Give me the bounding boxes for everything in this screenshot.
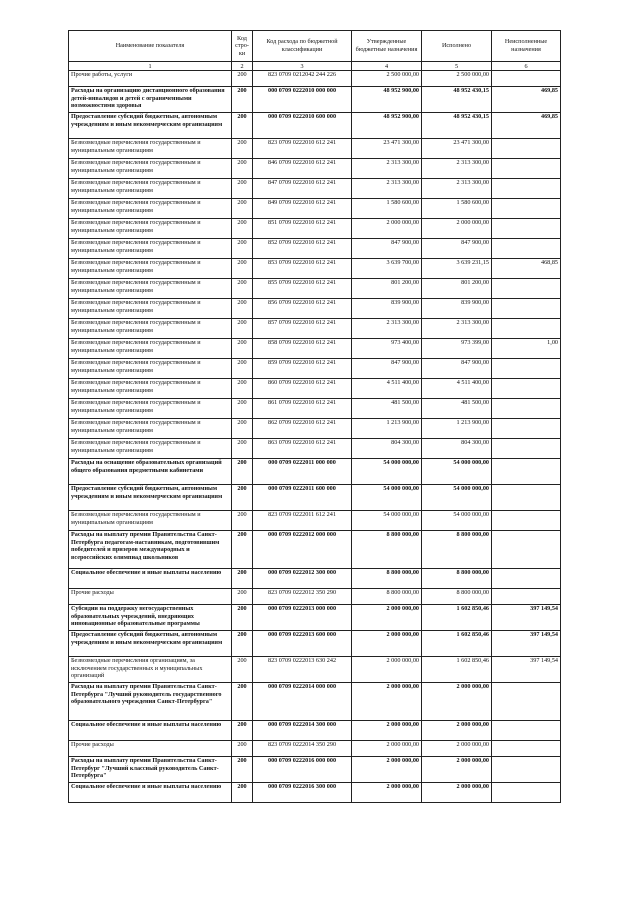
- cell-expense-code: 823 0709 0222012 350 290: [253, 589, 352, 605]
- header-expense-code: Код расхода по бюджетной классификации: [253, 31, 352, 62]
- cell-expense-code: 862 0709 0222010 612 241: [253, 419, 352, 439]
- cell-expense-code: 000 0709 0222010 600 000: [253, 113, 352, 139]
- cell-expense-code: 849 0709 0222010 612 241: [253, 199, 352, 219]
- cell-approved: 2 313 300,00: [352, 159, 422, 179]
- cell-unexecuted: [492, 71, 561, 87]
- cell-executed: 2 000 000,00: [422, 741, 492, 757]
- cell-line-code: 200: [232, 631, 253, 657]
- cell-indicator-name: Безвозмездные перечисления государственным и муниципальным организациям: [69, 139, 232, 159]
- cell-line-code: 200: [232, 359, 253, 379]
- cell-expense-code: 857 0709 0222010 612 241: [253, 319, 352, 339]
- cell-approved: 2 000 000,00: [352, 605, 422, 631]
- cell-unexecuted: 397 149,54: [492, 605, 561, 631]
- cell-executed: 48 952 430,15: [422, 87, 492, 113]
- table-row: [69, 379, 561, 399]
- cell-approved: 847 900,00: [352, 359, 422, 379]
- table-row: [69, 87, 561, 113]
- cell-line-code: 200: [232, 379, 253, 399]
- cell-indicator-name: Расходы на выплату премии Правительства Санкт-Петербург "Лучший классный руководитель Санкт-Петербурга": [69, 757, 232, 783]
- cell-indicator-name: Субсидии на поддержку негосударственных образовательных учреждений, внедряющих инновационные образовательные программы: [69, 605, 232, 631]
- cell-indicator-name: Безвозмездные перечисления государственным и муниципальным организациям: [69, 339, 232, 359]
- cell-executed: 8 800 000,00: [422, 531, 492, 569]
- cell-approved: 2 000 000,00: [352, 683, 422, 721]
- cell-executed: 2 000 000,00: [422, 219, 492, 239]
- cell-approved: 2 000 000,00: [352, 721, 422, 741]
- table-row: [69, 179, 561, 199]
- cell-executed: 2 313 300,00: [422, 179, 492, 199]
- cell-executed: 481 500,00: [422, 399, 492, 419]
- cell-executed: 54 000 000,00: [422, 459, 492, 485]
- cell-indicator-name: Прочие расходы: [69, 589, 232, 605]
- table-row: [69, 113, 561, 139]
- cell-expense-code: 859 0709 0222010 612 241: [253, 359, 352, 379]
- cell-expense-code: 858 0709 0222010 612 241: [253, 339, 352, 359]
- table-row: [69, 219, 561, 239]
- cell-executed: 1 213 900,00: [422, 419, 492, 439]
- cell-approved: 801 200,00: [352, 279, 422, 299]
- cell-approved: 2 000 000,00: [352, 631, 422, 657]
- cell-line-code: 200: [232, 159, 253, 179]
- header-unexecuted: Неисполненные назначения: [492, 31, 561, 62]
- cell-expense-code: 823 0709 0212042 244 226: [253, 71, 352, 87]
- cell-unexecuted: [492, 485, 561, 511]
- table-row: [69, 657, 561, 683]
- cell-line-code: 200: [232, 219, 253, 239]
- cell-line-code: 200: [232, 657, 253, 683]
- cell-approved: 2 000 000,00: [352, 219, 422, 239]
- cell-approved: 48 952 900,00: [352, 87, 422, 113]
- table-row: [69, 279, 561, 299]
- cell-expense-code: 823 0709 0222011 612 241: [253, 511, 352, 531]
- cell-expense-code: 000 0709 0222013 000 000: [253, 605, 352, 631]
- cell-expense-code: 000 0709 0222013 600 000: [253, 631, 352, 657]
- cell-approved: 2 313 300,00: [352, 319, 422, 339]
- cell-executed: 23 471 300,00: [422, 139, 492, 159]
- cell-expense-code: 823 0709 0222010 612 241: [253, 139, 352, 159]
- cell-unexecuted: [492, 319, 561, 339]
- cell-indicator-name: Безвозмездные перечисления организациям, за исключением государственных и муниципальных организаций: [69, 657, 232, 683]
- cell-unexecuted: 469,85: [492, 87, 561, 113]
- cell-indicator-name: Безвозмездные перечисления государственным и муниципальным организациям: [69, 279, 232, 299]
- cell-executed: 54 000 000,00: [422, 511, 492, 531]
- table-row: [69, 71, 561, 87]
- cell-approved: 847 900,00: [352, 239, 422, 259]
- cell-executed: 804 300,00: [422, 439, 492, 459]
- cell-approved: 54 000 000,00: [352, 459, 422, 485]
- cell-indicator-name: Безвозмездные перечисления государственным и муниципальным организациям: [69, 511, 232, 531]
- cell-expense-code: 863 0709 0222010 612 241: [253, 439, 352, 459]
- cell-indicator-name: Безвозмездные перечисления государственным и муниципальным организациям: [69, 439, 232, 459]
- cell-indicator-name: Безвозмездные перечисления государственным и муниципальным организациям: [69, 259, 232, 279]
- cell-indicator-name: Социальное обеспечение и иные выплаты населению: [69, 783, 232, 803]
- cell-executed: 4 511 400,00: [422, 379, 492, 399]
- cell-executed: 847 900,00: [422, 239, 492, 259]
- cell-line-code: 200: [232, 113, 253, 139]
- cell-expense-code: 847 0709 0222010 612 241: [253, 179, 352, 199]
- cell-approved: 2 000 000,00: [352, 657, 422, 683]
- table-row: [69, 569, 561, 589]
- cell-unexecuted: [492, 279, 561, 299]
- cell-expense-code: 000 0709 0222012 300 000: [253, 569, 352, 589]
- cell-executed: 54 000 000,00: [422, 485, 492, 511]
- table-row: [69, 459, 561, 485]
- cell-unexecuted: [492, 683, 561, 721]
- cell-line-code: 200: [232, 259, 253, 279]
- cell-line-code: 200: [232, 199, 253, 219]
- cell-unexecuted: [492, 569, 561, 589]
- cell-line-code: 200: [232, 531, 253, 569]
- cell-line-code: 200: [232, 179, 253, 199]
- cell-line-code: 200: [232, 511, 253, 531]
- column-number: 6: [492, 62, 561, 71]
- cell-expense-code: 853 0709 0222010 612 241: [253, 259, 352, 279]
- table-row: [69, 683, 561, 721]
- cell-executed: 2 313 300,00: [422, 319, 492, 339]
- cell-unexecuted: [492, 359, 561, 379]
- cell-unexecuted: [492, 589, 561, 605]
- cell-unexecuted: [492, 511, 561, 531]
- cell-indicator-name: Безвозмездные перечисления государственным и муниципальным организациям: [69, 319, 232, 339]
- table-row: [69, 757, 561, 783]
- cell-executed: 2 000 000,00: [422, 783, 492, 803]
- cell-line-code: 200: [232, 783, 253, 803]
- cell-unexecuted: 397 149,54: [492, 631, 561, 657]
- cell-indicator-name: Безвозмездные перечисления государственным и муниципальным организациям: [69, 219, 232, 239]
- cell-unexecuted: 468,85: [492, 259, 561, 279]
- cell-approved: 973 400,00: [352, 339, 422, 359]
- column-number: 1: [69, 62, 232, 71]
- table-row: [69, 159, 561, 179]
- cell-indicator-name: Безвозмездные перечисления государственным и муниципальным организациям: [69, 399, 232, 419]
- cell-indicator-name: Безвозмездные перечисления государственным и муниципальным организациям: [69, 239, 232, 259]
- cell-indicator-name: Расходы на организацию дистанционного образования детей-инвалидов и детей с ограниченными возможностями здоровья: [69, 87, 232, 113]
- cell-indicator-name: Безвозмездные перечисления государственным и муниципальным организациям: [69, 199, 232, 219]
- cell-line-code: 200: [232, 299, 253, 319]
- cell-unexecuted: [492, 399, 561, 419]
- column-number: 2: [232, 62, 253, 71]
- cell-unexecuted: [492, 419, 561, 439]
- column-number-row: [69, 62, 561, 71]
- cell-line-code: 200: [232, 459, 253, 485]
- column-number: 4: [352, 62, 422, 71]
- cell-line-code: 200: [232, 239, 253, 259]
- table-row: [69, 199, 561, 219]
- cell-expense-code: 823 0709 0222013 630 242: [253, 657, 352, 683]
- cell-indicator-name: Расходы на выплату премии Правительства Санкт-Петербурга "Лучший руководитель государственного образовательного учреждения Санкт-Петербурга": [69, 683, 232, 721]
- cell-executed: 2 500 000,00: [422, 71, 492, 87]
- cell-executed: 2 000 000,00: [422, 683, 492, 721]
- column-number: 3: [253, 62, 352, 71]
- header-name: Наименование показателя: [69, 31, 232, 62]
- cell-executed: 801 200,00: [422, 279, 492, 299]
- table-row: [69, 605, 561, 631]
- cell-executed: 839 900,00: [422, 299, 492, 319]
- cell-line-code: 200: [232, 569, 253, 589]
- cell-unexecuted: [492, 219, 561, 239]
- cell-expense-code: 000 0709 0222011 600 000: [253, 485, 352, 511]
- table-row: [69, 239, 561, 259]
- cell-unexecuted: [492, 721, 561, 741]
- cell-line-code: 200: [232, 399, 253, 419]
- cell-line-code: 200: [232, 485, 253, 511]
- cell-approved: 54 000 000,00: [352, 485, 422, 511]
- cell-indicator-name: Безвозмездные перечисления государственным и муниципальным организациям: [69, 299, 232, 319]
- cell-line-code: 200: [232, 741, 253, 757]
- budget-execution-report: [68, 30, 561, 803]
- cell-unexecuted: [492, 531, 561, 569]
- table-row: [69, 511, 561, 531]
- cell-executed: 48 952 430,15: [422, 113, 492, 139]
- table-row: [69, 631, 561, 657]
- cell-indicator-name: Безвозмездные перечисления государственным и муниципальным организациям: [69, 379, 232, 399]
- cell-executed: 847 900,00: [422, 359, 492, 379]
- header-executed: Исполнено: [422, 31, 492, 62]
- header-approved: Утвержденные бюджетные назначения: [352, 31, 422, 62]
- cell-expense-code: 823 0709 0222014 350 290: [253, 741, 352, 757]
- cell-executed: 8 800 000,00: [422, 569, 492, 589]
- cell-line-code: 200: [232, 683, 253, 721]
- cell-unexecuted: 1,00: [492, 339, 561, 359]
- cell-executed: 1 602 850,46: [422, 605, 492, 631]
- cell-approved: 804 300,00: [352, 439, 422, 459]
- cell-executed: 2 000 000,00: [422, 721, 492, 741]
- cell-executed: 3 639 231,15: [422, 259, 492, 279]
- cell-expense-code: 000 0709 0222016 300 000: [253, 783, 352, 803]
- cell-expense-code: 000 0709 0222016 000 000: [253, 757, 352, 783]
- cell-approved: 839 900,00: [352, 299, 422, 319]
- cell-unexecuted: [492, 439, 561, 459]
- cell-line-code: 200: [232, 279, 253, 299]
- cell-approved: 54 000 000,00: [352, 511, 422, 531]
- cell-approved: 1 580 600,00: [352, 199, 422, 219]
- table-row: [69, 359, 561, 379]
- cell-unexecuted: [492, 179, 561, 199]
- cell-executed: 1 580 600,00: [422, 199, 492, 219]
- cell-approved: 3 639 700,00: [352, 259, 422, 279]
- table-row: [69, 299, 561, 319]
- table-row: [69, 721, 561, 741]
- cell-indicator-name: Безвозмездные перечисления государственным и муниципальным организациям: [69, 179, 232, 199]
- cell-indicator-name: Прочие расходы: [69, 741, 232, 757]
- table-row: [69, 783, 561, 803]
- cell-expense-code: 000 0709 0222014 300 000: [253, 721, 352, 741]
- cell-executed: 8 800 000,00: [422, 589, 492, 605]
- cell-executed: 1 602 850,46: [422, 631, 492, 657]
- cell-unexecuted: [492, 159, 561, 179]
- cell-unexecuted: [492, 199, 561, 219]
- cell-executed: 1 602 850,46: [422, 657, 492, 683]
- table-row: [69, 531, 561, 569]
- cell-indicator-name: Безвозмездные перечисления государственным и муниципальным организациям: [69, 359, 232, 379]
- table-row: [69, 419, 561, 439]
- cell-expense-code: 856 0709 0222010 612 241: [253, 299, 352, 319]
- cell-approved: 2 500 000,00: [352, 71, 422, 87]
- cell-executed: 973 399,00: [422, 339, 492, 359]
- cell-approved: 481 500,00: [352, 399, 422, 419]
- table-row: [69, 339, 561, 359]
- cell-unexecuted: [492, 299, 561, 319]
- table-row: [69, 589, 561, 605]
- cell-indicator-name: Предоставление субсидий бюджетным, автономным учреждениям и иным некоммерческим организациям: [69, 113, 232, 139]
- table-row: [69, 485, 561, 511]
- table-row: [69, 139, 561, 159]
- cell-executed: 2 000 000,00: [422, 757, 492, 783]
- cell-unexecuted: [492, 783, 561, 803]
- cell-approved: 1 213 900,00: [352, 419, 422, 439]
- cell-approved: 2 000 000,00: [352, 783, 422, 803]
- cell-line-code: 200: [232, 339, 253, 359]
- cell-approved: 4 511 400,00: [352, 379, 422, 399]
- cell-approved: 23 471 300,00: [352, 139, 422, 159]
- column-number: 5: [422, 62, 492, 71]
- table-row: [69, 319, 561, 339]
- cell-line-code: 200: [232, 439, 253, 459]
- cell-unexecuted: 397 149,54: [492, 657, 561, 683]
- cell-line-code: 200: [232, 757, 253, 783]
- cell-approved: 8 800 000,00: [352, 589, 422, 605]
- cell-line-code: 200: [232, 721, 253, 741]
- cell-line-code: 200: [232, 87, 253, 113]
- table-row: [69, 439, 561, 459]
- cell-approved: 48 952 900,00: [352, 113, 422, 139]
- cell-line-code: 200: [232, 589, 253, 605]
- cell-expense-code: 855 0709 0222010 612 241: [253, 279, 352, 299]
- cell-unexecuted: [492, 757, 561, 783]
- cell-unexecuted: [492, 741, 561, 757]
- cell-unexecuted: 469,85: [492, 113, 561, 139]
- cell-expense-code: 851 0709 0222010 612 241: [253, 219, 352, 239]
- cell-approved: 8 800 000,00: [352, 569, 422, 589]
- cell-approved: 2 313 300,00: [352, 179, 422, 199]
- cell-indicator-name: Расходы на оснащение образовательных организаций общего образования предметными кабинетами: [69, 459, 232, 485]
- cell-approved: 2 000 000,00: [352, 757, 422, 783]
- cell-line-code: 200: [232, 605, 253, 631]
- cell-unexecuted: [492, 239, 561, 259]
- cell-indicator-name: Безвозмездные перечисления государственным и муниципальным организациям: [69, 419, 232, 439]
- cell-indicator-name: Прочие работы, услуги: [69, 71, 232, 87]
- cell-unexecuted: [492, 379, 561, 399]
- header-line-code: Код стро-ки: [232, 31, 253, 62]
- table-row: [69, 259, 561, 279]
- cell-approved: 8 800 000,00: [352, 531, 422, 569]
- cell-indicator-name: Предоставление субсидий бюджетным, автономным учреждениям и иным некоммерческим организациям: [69, 485, 232, 511]
- cell-unexecuted: [492, 459, 561, 485]
- cell-expense-code: 846 0709 0222010 612 241: [253, 159, 352, 179]
- cell-indicator-name: Социальное обеспечение и иные выплаты населению: [69, 569, 232, 589]
- cell-indicator-name: Социальное обеспечение и иные выплаты населению: [69, 721, 232, 741]
- cell-expense-code: 000 0709 0222012 000 000: [253, 531, 352, 569]
- cell-indicator-name: Безвозмездные перечисления государственным и муниципальным организациям: [69, 159, 232, 179]
- cell-line-code: 200: [232, 139, 253, 159]
- cell-expense-code: 000 0709 0222010 000 000: [253, 87, 352, 113]
- cell-line-code: 200: [232, 71, 253, 87]
- cell-executed: 2 313 300,00: [422, 159, 492, 179]
- cell-line-code: 200: [232, 319, 253, 339]
- cell-indicator-name: Расходы на выплату премии Правительства Санкт-Петербурга педагогам-наставникам, подготовившим победителей и призеров международных и всероссийских олимпиад школьников: [69, 531, 232, 569]
- cell-indicator-name: Предоставление субсидий бюджетным, автономным учреждениям и иным некоммерческим организациям: [69, 631, 232, 657]
- cell-approved: 2 000 000,00: [352, 741, 422, 757]
- table-row: [69, 399, 561, 419]
- header-row: [69, 31, 561, 62]
- cell-unexecuted: [492, 139, 561, 159]
- budget-table: [68, 30, 561, 803]
- cell-expense-code: 860 0709 0222010 612 241: [253, 379, 352, 399]
- cell-expense-code: 861 0709 0222010 612 241: [253, 399, 352, 419]
- cell-expense-code: 000 0709 0222014 000 000: [253, 683, 352, 721]
- table-row: [69, 741, 561, 757]
- cell-expense-code: 852 0709 0222010 612 241: [253, 239, 352, 259]
- cell-expense-code: 000 0709 0222011 000 000: [253, 459, 352, 485]
- cell-line-code: 200: [232, 419, 253, 439]
